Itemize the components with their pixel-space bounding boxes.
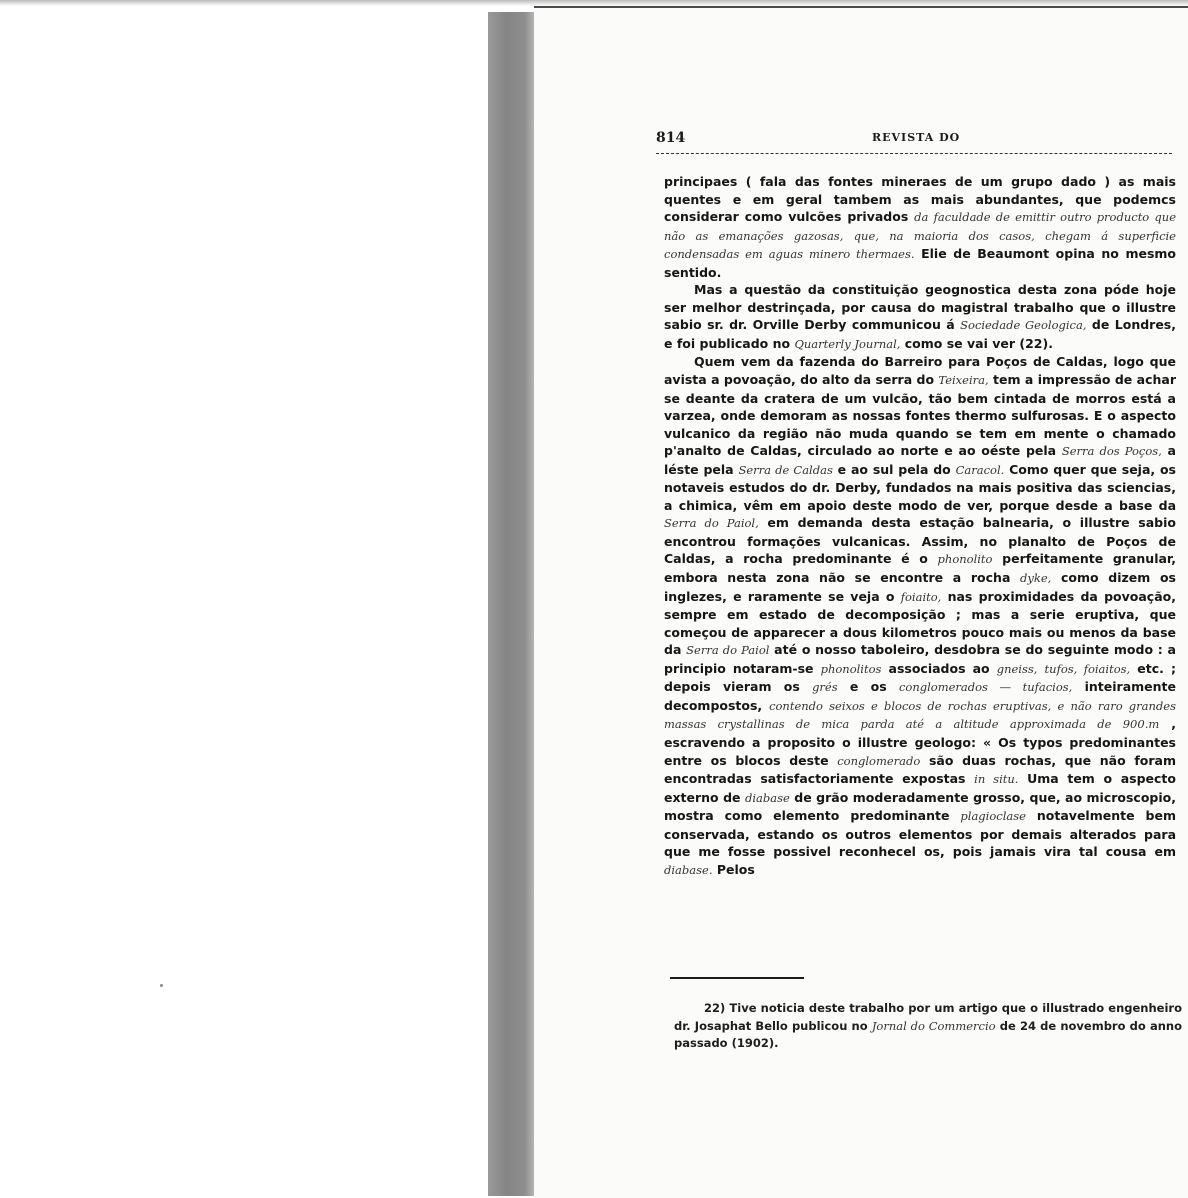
footnote-22 bbox=[674, 1000, 1182, 1053]
paragraph-3 bbox=[664, 353, 1176, 879]
text-run: tem a impressão de achar se deante da cratera de um vulcão, tão bem cintada de morros está a varzea, onde demoram as nossas fontes thermo sulfurosas. E o aspecto vulcanico da região não muda quando se tem em mente o chamado p'analto de Caldas, circulado ao norte e ao oéste pela bbox=[664, 372, 1176, 459]
text-run: como dizem os inglezes, e raramente se veja o bbox=[664, 570, 1176, 604]
italic-text-run: grés bbox=[812, 680, 838, 695]
paragraph-2 bbox=[664, 281, 1176, 353]
italic-text-run: plagioclase bbox=[960, 809, 1026, 824]
text-run: perfeitamente granular, embora nesta zona não se encontre a rocha bbox=[664, 551, 1176, 586]
italic-text-run: conglomerado bbox=[837, 753, 921, 768]
text-run: a léste pela bbox=[664, 443, 1176, 477]
italic-text-run: foiaito, bbox=[900, 589, 942, 604]
italic-text-run: Jornal do Commercio bbox=[871, 1018, 996, 1033]
text-run bbox=[1037, 661, 1044, 676]
paragraph-1 bbox=[664, 173, 1176, 281]
italic-text-run: Serra do Paiol bbox=[686, 643, 770, 658]
text-run: de Londres, e foi publicado no bbox=[664, 317, 1176, 351]
text-run: e os bbox=[837, 679, 899, 695]
italic-text-run: Sociedade Geologica, bbox=[960, 318, 1087, 333]
italic-text-run: Teixeira, bbox=[938, 373, 989, 388]
italic-text-run: da faculdade de emittir outro producto que não as emanações gazosas, que, na maioria dos casos, chegam á superficie condensadas em aguas minero thermaes. bbox=[664, 210, 1176, 262]
running-title: REVISTA DO bbox=[872, 131, 961, 144]
text-run: inteiramente decompostos, bbox=[664, 679, 1176, 713]
italic-text-run: dyke, bbox=[1020, 571, 1052, 586]
text-run: Como quer que seja, os notaveis estudos do dr. Derby, fundados na mais positiva das sciencias, a chimica, vêm em apoio deste modo de ver, porque desde a base da bbox=[664, 461, 1176, 513]
italic-text-run: diabase bbox=[745, 790, 790, 805]
text-run: Elie de Beaumont opina no mesmo sentido. bbox=[664, 246, 1177, 280]
page-number: 814 bbox=[656, 130, 686, 146]
italic-text-run: Caracol. bbox=[955, 462, 1005, 477]
text-run: associados ao bbox=[881, 660, 997, 676]
text-run: são duas rochas, que não foram encontradas satisfactoriamente expostas bbox=[664, 752, 1176, 787]
italic-text-run: tufos, foiaitos, bbox=[1044, 661, 1131, 676]
running-header bbox=[656, 130, 1174, 150]
italic-text-run: phonolito bbox=[937, 552, 993, 567]
text-run: 22) Tive noticia deste trabalho por um artigo que o illustrado engenheiro dr. Josaphat Bello publicou no bbox=[674, 1001, 1182, 1033]
text-run: notavelmente bem conservada, estando os outros elementos por demais alterados para que me fosse possivel reconhecel os, pois jamais vira tal cousa em bbox=[664, 808, 1176, 860]
text-run: em demanda desta estação balnearia, o illustre sabio encontrou formações vulcanicas. Assim, no planalto de Poços de Caldas, a rocha predominante é o bbox=[664, 515, 1176, 567]
italic-text-run: phonolitos bbox=[820, 661, 882, 676]
scan-speck bbox=[160, 984, 163, 987]
text-run: nas proximidades da povoação, sempre em estado de decomposição ; mas a serie eruptiva, que começou de apparecer a dous kilometros pouco mais ou menos da base da bbox=[664, 588, 1176, 658]
text-run: principaes ( fala das fontes mineraes de um grupo dado ) as mais quentes e em geral tambem as mais abundantes, que podemcs considerar como vulcões privados bbox=[664, 174, 1176, 225]
text-run: Uma tem o aspecto externo de bbox=[664, 771, 1176, 805]
text-run: de grão moderadamente grosso, que, ao microscopio, mostra como elemento predominante bbox=[664, 789, 1176, 824]
italic-text-run: Serra dos Poços, bbox=[1061, 444, 1162, 459]
text-run: de 24 de novembro do anno passado (1902). bbox=[674, 1018, 1182, 1050]
italic-text-run: Quarterly Journal, bbox=[794, 336, 901, 351]
italic-text-run: diabase. bbox=[664, 862, 713, 877]
text-run: etc. ; depois vieram os bbox=[664, 660, 1176, 695]
scan-binding-gutter bbox=[488, 12, 534, 1196]
italic-text-run: in situ. bbox=[974, 772, 1019, 787]
italic-text-run: Serra do Paiol, bbox=[664, 516, 759, 531]
italic-text-run: Serra de Caldas bbox=[738, 462, 833, 477]
italic-text-run: conglomerados — tufacios, bbox=[898, 680, 1073, 695]
text-run: e ao sul pela do bbox=[832, 461, 956, 477]
text-run: , escravendo a proposito o illustre geologo: « Os typos predominantes entre os blocos deste bbox=[664, 716, 1176, 768]
text-run: até o nosso taboleiro, desdobra se do seguinte modo : a principio notaram-se bbox=[664, 642, 1176, 676]
italic-text-run: gneiss, bbox=[996, 661, 1038, 676]
footnote-rule bbox=[670, 977, 804, 979]
body-text bbox=[664, 173, 1176, 879]
text-run: como se vai ver (22). bbox=[900, 335, 1053, 351]
text-run: Pelos bbox=[712, 861, 755, 877]
text-run: Quem vem da fazenda do Barreiro para Poços de Caldas, logo que avista a povoação, do alto da serra do bbox=[664, 354, 1176, 388]
text-run: Mas a questão da constituição geognostica desta zona póde hoje ser melhor destrinçada, por causa do magistral trabalho que o illustre sabio sr. dr. Orville Derby communicou á bbox=[664, 282, 1176, 333]
italic-text-run: contendo seixos e blocos de rochas eruptivas, e não raro grandes massas crystallinas de mica parda até a altitude approximada de 900.m bbox=[664, 698, 1176, 732]
header-rule bbox=[656, 153, 1172, 156]
